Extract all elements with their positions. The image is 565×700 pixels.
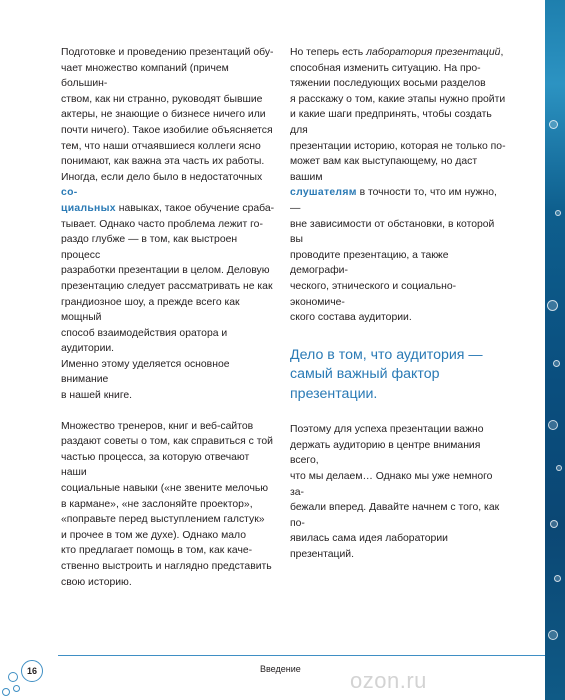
text-line: презентацию следует рассматривать не как [61,280,273,292]
text-line: я расскажу о том, какие этапы нужно пройти [290,93,506,105]
pull-quote-line: Дело в том, что аудитория — [290,346,483,363]
highlight-term: слушателям [290,187,357,199]
text-line: бежали вперед. Давайте начнем с того, как по- [290,502,500,529]
text-line: способная изменить ситуацию. На про- [290,62,481,74]
pull-quote-line: презентации. [290,385,378,402]
text-line: социальные навыки («не звените мелочью [61,483,269,495]
text-line: Подготовке и проведению презентаций обу- [61,47,274,58]
text-line: способ взаимодействия оратора и аудитории. [61,327,228,355]
text-line: ством, как ни странно, руководят бывшие [61,93,263,105]
text-line: кто предлагает помощь в том, как каче- [61,545,253,557]
bubble-decoration [555,210,561,216]
text-line: навыках, такое обучение сраба- [115,202,275,214]
page-number: 16 [21,660,43,682]
text-line: раздают советы о том, как справиться с той [61,436,273,448]
watermark: ozon.ru [350,668,427,693]
text-line: в нашей книге. [61,390,133,402]
text-line: ского состава аудитории. [290,312,412,324]
highlight-term: со- [61,187,78,199]
text-line: частью процесса, за которую отвечают наши [61,451,250,479]
text-line: презентации историю, которая не только по- [290,140,506,152]
text-line: Поэтому для успеха презентации важно [290,424,484,436]
text-line: ственно выстроить и наглядно представить [61,561,272,572]
bubble-decoration [8,672,18,682]
text-line: тем, что наши отчаявшиеся коллеги ясно [61,140,261,152]
text-line: разработки презентации в целом. Деловую [61,265,270,277]
text-line: Множество тренеров, книг и веб-сайтов [61,420,254,432]
text-line: чает множество компаний (причем большин- [61,62,229,90]
text-line: может вам как выступающему, но даст вашим [290,156,478,183]
bubble-decoration [556,465,562,471]
highlight-term: циальных [61,202,116,214]
left-paragraph-2 [61,419,276,591]
text-line: что мы делаем… Однако мы уже немного за- [290,470,493,498]
bubble-decoration [13,685,20,692]
text-line: Но теперь есть [290,47,367,58]
italic-term: лаборатория презентаций [366,47,501,58]
text-line: Иногда, если дело было в недостаточных [61,171,263,183]
bubble-decoration [2,688,10,696]
left-text-column [61,45,276,590]
right-paragraph-2 [290,422,508,562]
left-paragraph-1 [61,45,276,404]
text-line: свою историю. [61,576,132,588]
text-line: , [500,47,504,58]
text-line: явилась сама идея лаборатории презентаций. [290,533,448,560]
footer-divider [58,655,545,656]
bubble-decoration [554,575,561,582]
text-line: ческого, этнического и социально-экономиче- [290,280,457,308]
text-line: проводите презентацию, а также демографи- [290,249,449,277]
right-paragraph-1 [290,45,508,326]
text-line: грандиозное шоу, а прежде всего как мощный [61,296,240,324]
bubble-decoration [548,420,558,430]
bubble-decoration [553,360,560,367]
bubble-decoration [549,120,558,129]
bubble-decoration [550,520,558,528]
text-line: держать аудиторию в центре внимания всего, [290,439,481,467]
text-line: тяжении последующих восьми разделов [290,78,486,90]
text-line: раздо глубже — в том, как выстроен процесс [61,234,238,261]
text-line: Именно этому уделяется основное внимание [61,358,230,386]
text-line: и какие шаги предпринять, чтобы создать для [290,109,492,136]
text-line: в кармане», «не заслоняйте проектор», [61,498,253,510]
right-text-column [290,45,508,563]
bubble-decoration [548,630,558,640]
decorative-side-bar [545,0,565,700]
text-line: почти ничего). Такое изобилие объясняется [61,124,273,136]
bubble-decoration [547,300,558,311]
text-line: понимают, как важна эта часть их работы. [61,156,265,168]
section-label: Введение [260,664,301,674]
text-line: и прочее в том же духе). Однако мало [61,529,246,541]
pull-quote [290,346,508,405]
text-line: вне зависимости от обстановки, в которой вы [290,218,495,246]
text-line: в точности то, что им нужно, — [290,187,497,214]
text-line: актеры, не знающие о бизнесе ничего или [61,109,266,121]
text-line: «поправьте перед выступлением галстук» [61,514,265,526]
pull-quote-line: самый важный фактор [290,366,440,383]
text-line: тывает. Однако часто проблема лежит го- [61,218,263,230]
